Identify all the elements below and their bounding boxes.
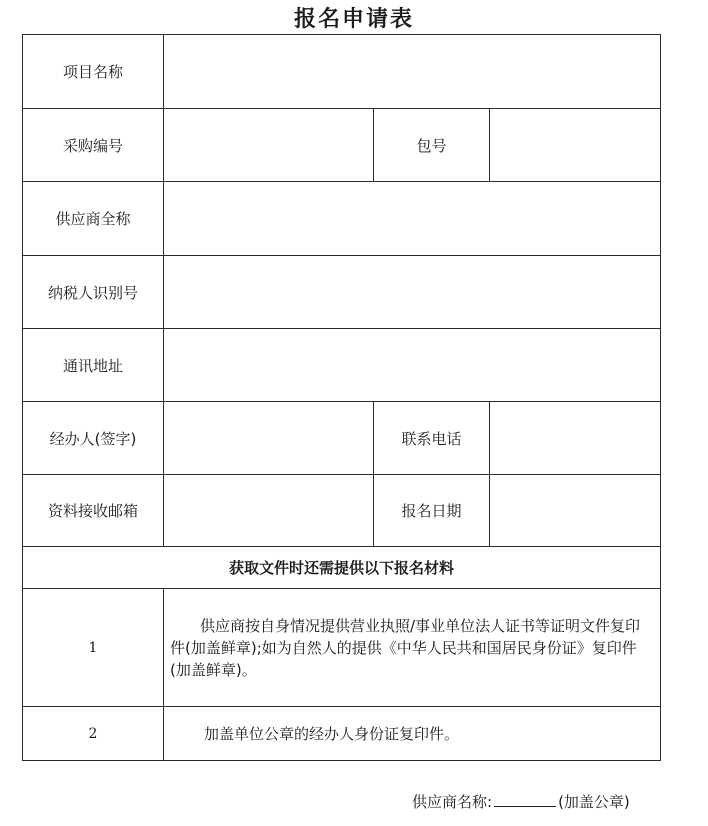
project-name-field[interactable] [164,35,661,109]
phone-field[interactable] [490,402,661,475]
handler-label: 经办人(签字) [23,402,164,475]
signup-date-label: 报名日期 [374,475,490,547]
address-field[interactable] [164,329,661,402]
supplier-name-field[interactable] [164,182,661,256]
signup-form-table [22,34,661,761]
project-name-label: 项目名称 [23,35,164,109]
package-no-field[interactable] [490,109,661,182]
taxpayer-id-field[interactable] [164,256,661,329]
requirement-number: 1 [23,589,164,707]
page-title: 报名申请表 [293,7,414,32]
supplier-name-label: 供应商全称 [23,182,164,256]
requirement-row [23,589,661,707]
purchase-no-label: 采购编号 [23,109,164,182]
signup-date-field[interactable] [490,475,661,547]
row-purchase-no [23,109,661,182]
purchase-no-field[interactable] [164,109,374,182]
row-address [23,329,661,402]
requirement-number: 2 [23,707,164,761]
row-section-header [23,547,661,589]
supplier-name-blank[interactable] [494,792,556,807]
supplier-name-footer-label: 供应商名称: [412,793,493,811]
official-seal-note: (加盖公章) [558,793,630,811]
package-no-label: 包号 [374,109,490,182]
email-field[interactable] [164,475,374,547]
phone-label: 联系电话 [374,402,490,475]
row-supplier-name [23,182,661,256]
row-project-name [23,35,661,109]
section-header: 获取文件时还需提供以下报名材料 [23,547,661,589]
requirement-text: 供应商按自身情况提供营业执照/事业单位法人证书等证明文件复印件(加盖鲜章);如为自然人的提供《中华人民共和国居民身份证》复印件(加盖鲜章)。 [164,589,661,707]
row-handler [23,402,661,475]
taxpayer-id-label: 纳税人识别号 [23,256,164,329]
row-taxpayer-id [23,256,661,329]
requirement-text: 加盖单位公章的经办人身份证复印件。 [164,707,661,761]
email-label: 资料接收邮箱 [23,475,164,547]
handler-field[interactable] [164,402,374,475]
row-email [23,475,661,547]
footer [412,791,630,812]
address-label: 通讯地址 [23,329,164,402]
requirement-row [23,707,661,761]
